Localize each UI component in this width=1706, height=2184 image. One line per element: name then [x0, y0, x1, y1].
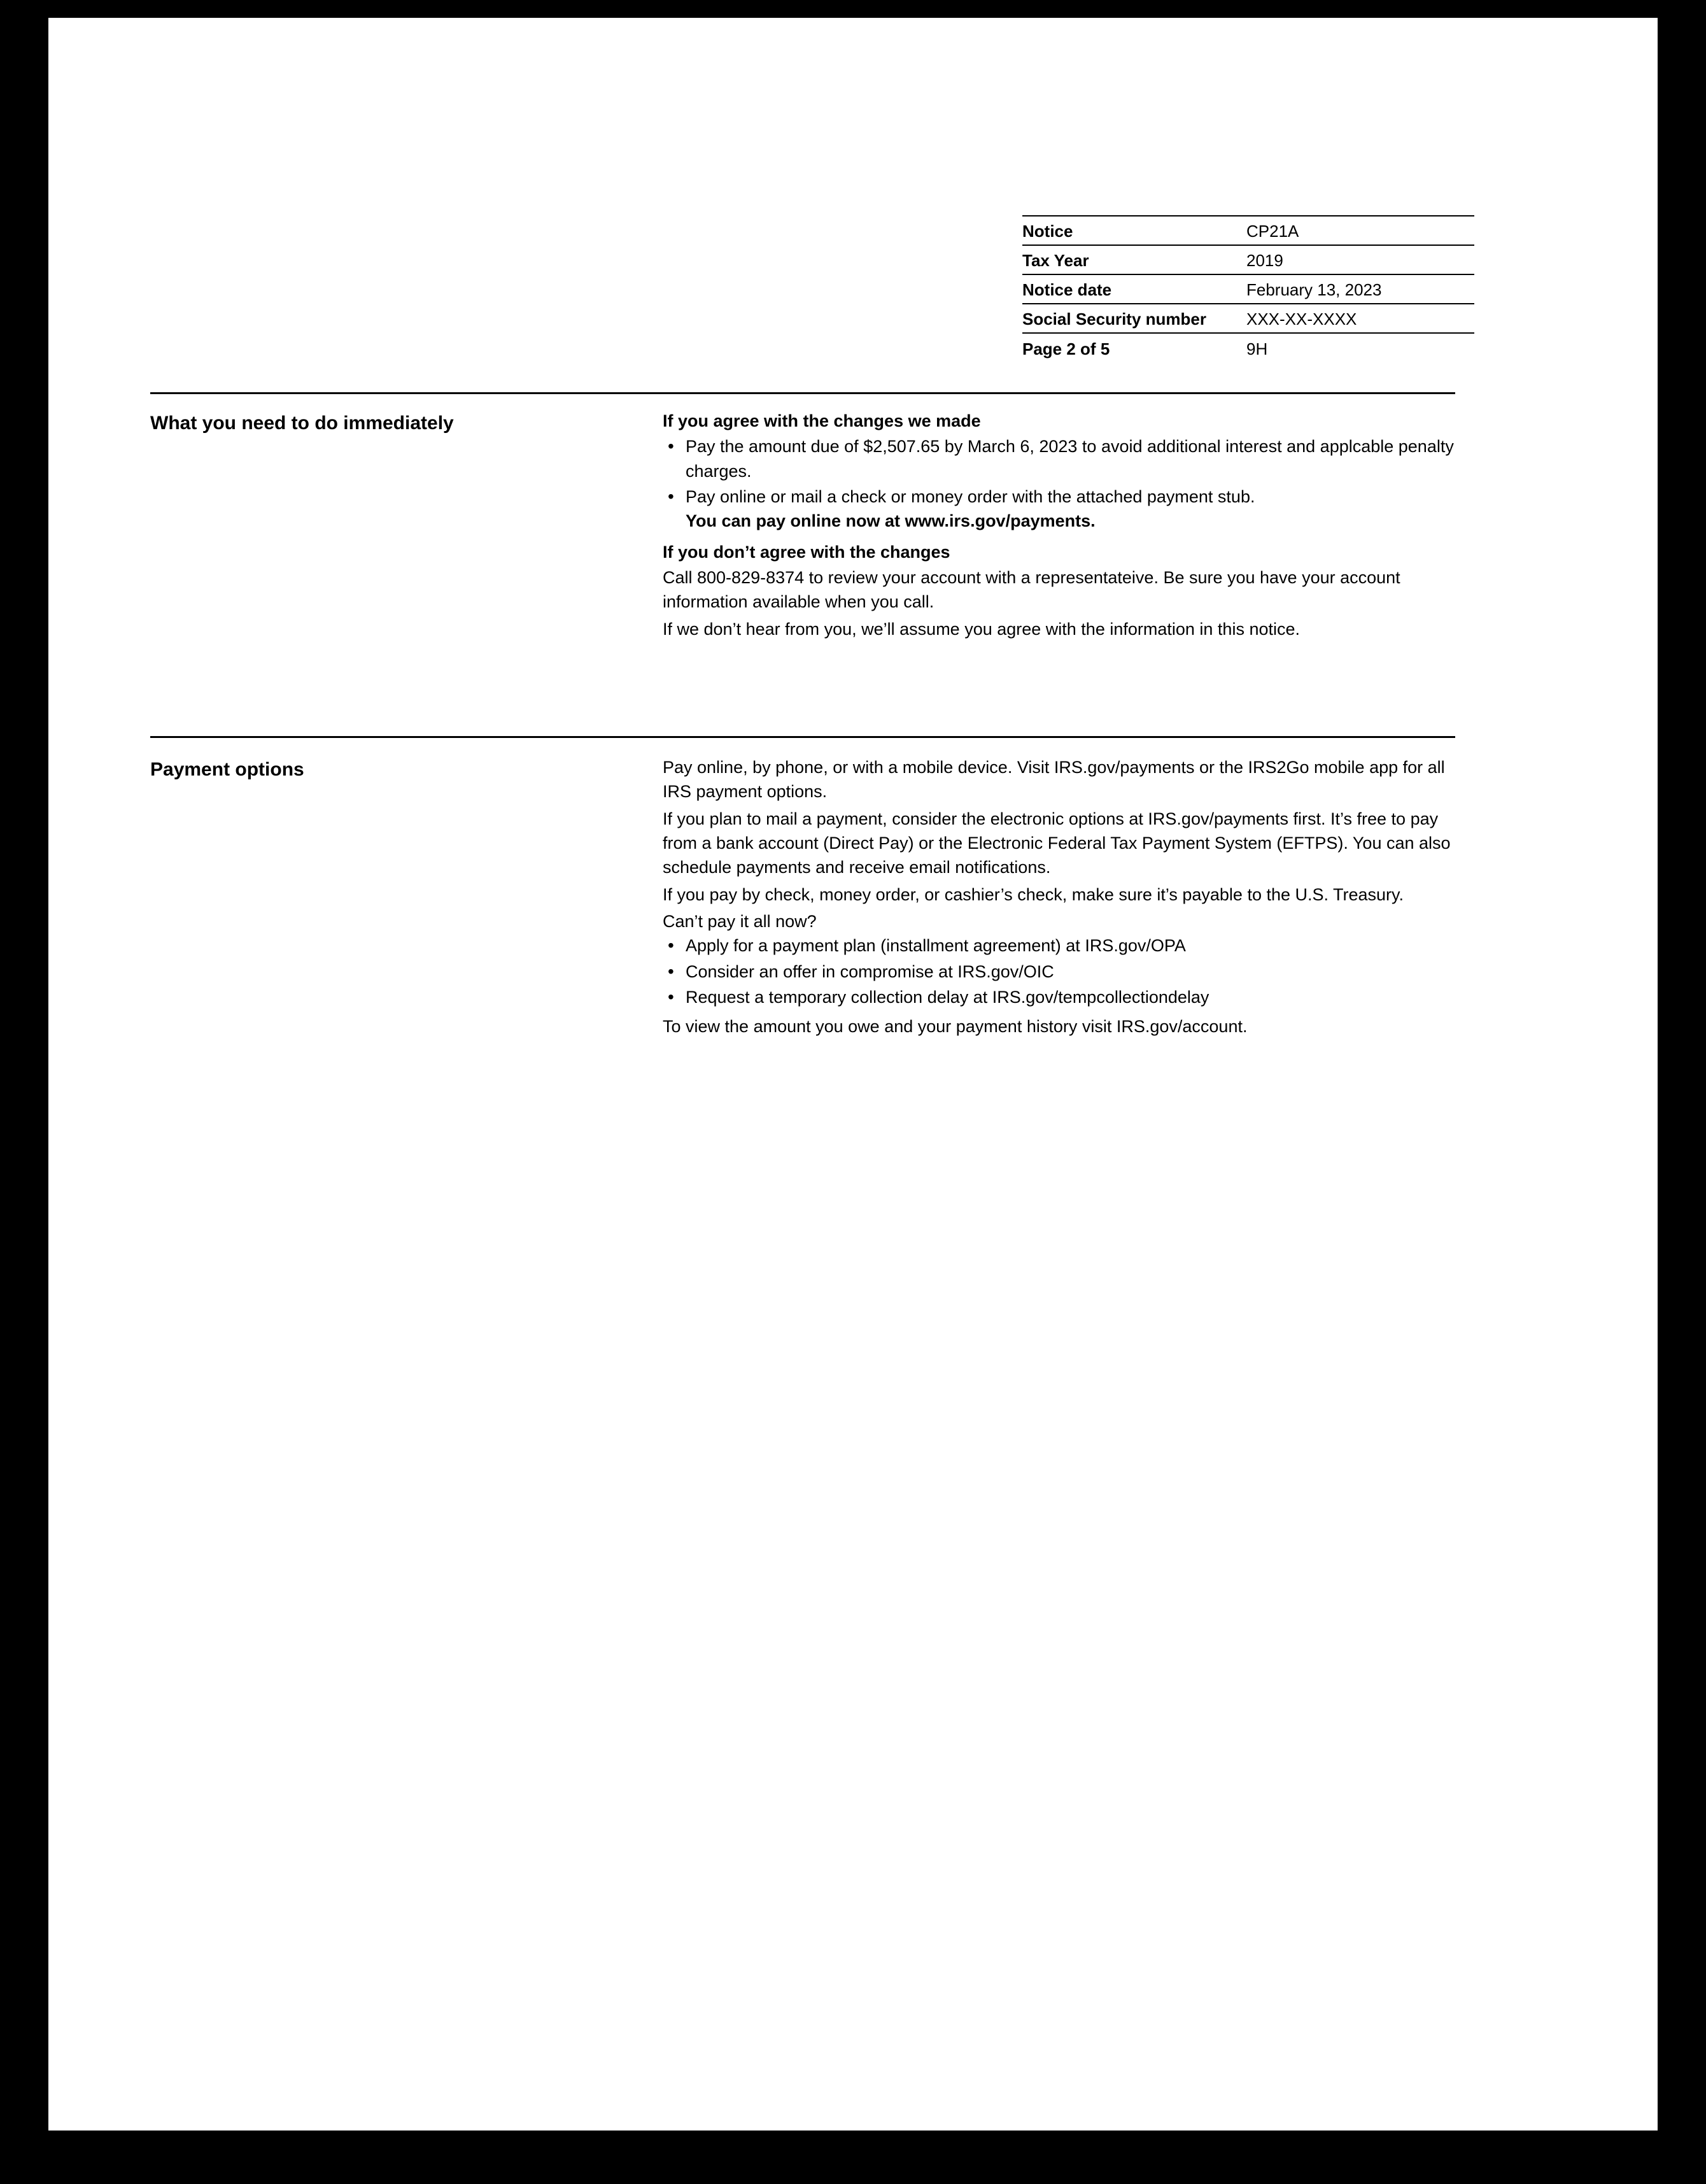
notice-date-value: February 13, 2023 — [1239, 274, 1474, 304]
page-code-value: 9H — [1246, 339, 1268, 359]
list-item — [663, 434, 1455, 483]
ssn-value: XXX-XX-XXXX — [1239, 304, 1474, 333]
disagree-heading: If you don’t agree with the changes — [663, 542, 950, 562]
page-content — [48, 18, 1658, 2131]
notice-date-label: Notice date — [1022, 274, 1239, 304]
payment-bullet-3-text: Request a temporary collection delay at IRS.gov/tempcollectiondelay — [686, 987, 1209, 1007]
list-item — [663, 485, 1455, 534]
list-item — [663, 960, 1455, 984]
payment-bullet-2-text: Consider an offer in compromise at IRS.gov/OIC — [686, 961, 1054, 981]
table-row — [1022, 274, 1474, 304]
section-title-what-you-need-to-do: What you need to do immediately — [150, 413, 454, 434]
closing-text: If we don’t hear from you, we’ll assume you agree with the information in this notice. — [663, 619, 1300, 639]
pay-online-note: You can pay online now at www.irs.gov/payments. — [686, 511, 1096, 531]
tax-year-label: Tax Year — [1022, 245, 1239, 274]
tax-year-value: 2019 — [1239, 245, 1474, 274]
table-row — [1022, 333, 1474, 362]
payment-para-3: If you pay by check, money order, or cashier’s check, make sure it’s payable to the U.S. Treasury. — [663, 884, 1404, 904]
table-row — [1022, 304, 1474, 333]
payment-bullet-list — [663, 933, 1455, 1009]
notice-label: Notice — [1022, 216, 1239, 245]
section-body-what-you-need-to-do — [663, 409, 1455, 644]
section-title-payment-options: Payment options — [150, 759, 304, 780]
page-number-label: Page 2 of 5 — [1022, 339, 1110, 359]
payment-para-1: Pay online, by phone, or with a mobile device. Visit IRS.gov/payments or the IRS2Go mobile app for all IRS payment options. — [663, 758, 1445, 802]
payment-para-2: If you plan to mail a payment, consider the electronic options at IRS.gov/payments first. It’s free to pay from a bank account (Direct Pay) or the Electronic Federal Tax Payment System (EFTPS). You can also schedule payments and receive email notifications. — [663, 809, 1451, 877]
agree-bullet-2-text: Pay online or mail a check or money order with the attached payment stub. — [686, 486, 1255, 506]
document-page — [48, 18, 1658, 2131]
section-divider — [150, 392, 1455, 394]
payment-bullet-1-text: Apply for a payment plan (installment agreement) at IRS.gov/OPA — [686, 936, 1186, 956]
agree-heading: If you agree with the changes we made — [663, 411, 981, 430]
section-divider — [150, 736, 1455, 738]
payment-para-5: To view the amount you owe and your payment history visit IRS.gov/account. — [663, 1017, 1248, 1037]
agree-bullet-1-text: Pay the amount due of $2,507.65 by March 6, 2023 to avoid additional interest and applcable penalty charges. — [686, 437, 1454, 481]
list-item — [663, 933, 1455, 958]
agree-bullet-list — [663, 434, 1455, 533]
disagree-text: Call 800-829-8374 to review your account with a representateive. Be sure you have your account information available when you call. — [663, 567, 1400, 612]
list-item — [663, 985, 1455, 1009]
notice-value: CP21A — [1239, 216, 1474, 245]
ssn-label: Social Security number — [1022, 304, 1239, 333]
table-row — [1022, 245, 1474, 274]
table-row — [1022, 216, 1474, 245]
section-body-payment-options — [663, 755, 1455, 1042]
notice-info-table — [1022, 215, 1474, 362]
payment-para-4: Can’t pay it all now? — [663, 911, 817, 931]
